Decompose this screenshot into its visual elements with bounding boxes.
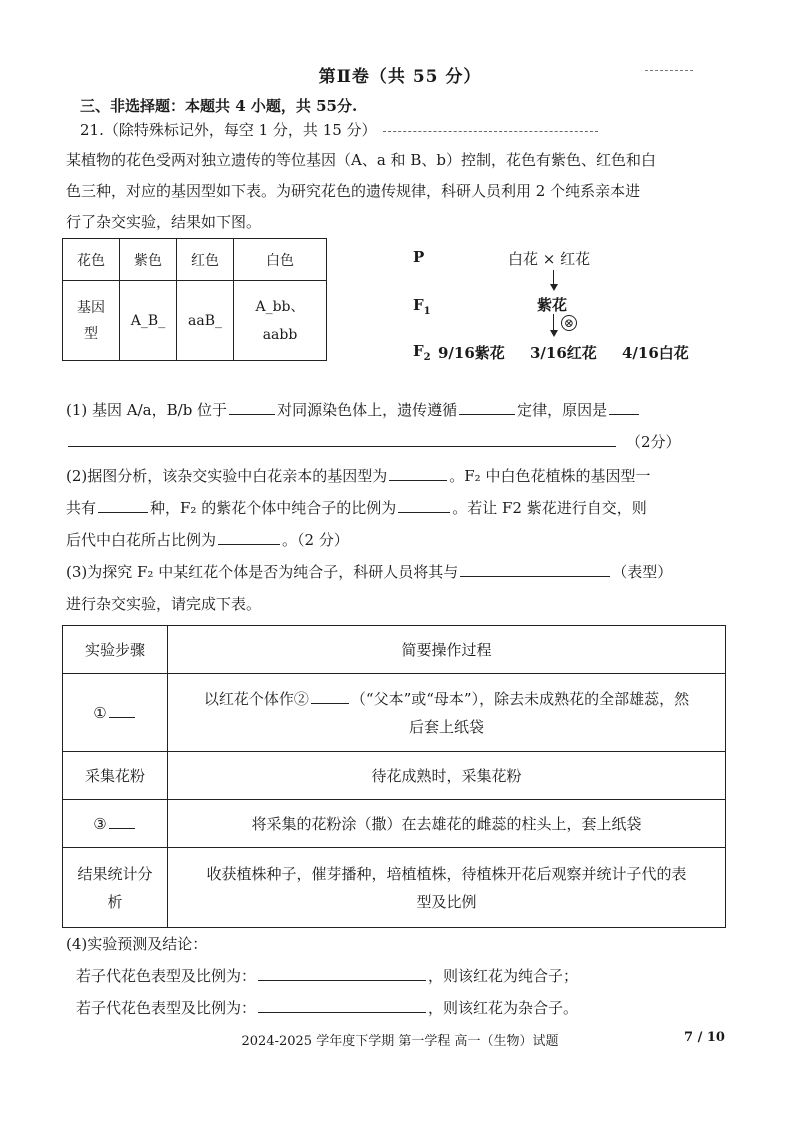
q4-text: 若子代花色表型及比例为：: [76, 999, 257, 1017]
procedure-line: 收获植株种子，催芽播种，培植植株，待植株开花后观察并统计子代的表: [206, 864, 687, 883]
selfing-icon: ⊗: [561, 315, 577, 331]
f2-white: 4/16白花: [622, 344, 689, 362]
white-genotype-cell: [234, 281, 327, 361]
q2-line-3: [66, 530, 349, 550]
table-header-cell: 白色: [234, 239, 327, 281]
q2-line-1: [66, 466, 650, 486]
page-number: 7 / 10: [684, 1030, 725, 1045]
q1-points: （2分）: [626, 433, 681, 451]
arrow-line: [553, 270, 554, 284]
table-header-cell: 实验步骤: [63, 626, 168, 674]
genotype-table: [62, 238, 327, 361]
white-genotype-line-1: A_bb、: [255, 298, 305, 315]
step-number: ③: [93, 814, 107, 833]
q2-text: 。（2 分）: [282, 531, 349, 549]
red-genotype: aaB_: [177, 281, 234, 361]
f2-subscript: 2: [423, 352, 431, 363]
answer-blank[interactable]: [258, 966, 426, 981]
q1-text-c: 定律，原因是: [517, 401, 608, 419]
step-cell: [63, 800, 168, 848]
intro-line-1: 某植物的花色受两对独立遗传的等位基因（A、a 和 B、b）控制，花色有紫色、红色和白: [66, 151, 656, 169]
q2-text: 后代中白花所占比例为: [66, 531, 217, 549]
q1-line-1: [66, 400, 641, 420]
footer-exam-title: 2024-2025 学年度下学期 第一学程 高一（生物）试题: [241, 1034, 559, 1049]
answer-blank[interactable]: [109, 814, 135, 829]
corner-mark: [645, 70, 693, 71]
procedure-line: [174, 685, 719, 713]
step-cell: 采集花粉: [63, 752, 168, 800]
row-label-cell: [63, 281, 120, 361]
answer-blank[interactable]: [389, 466, 447, 481]
step-cell: [63, 848, 168, 928]
answer-blank[interactable]: [109, 703, 135, 718]
q2-text: 共有: [66, 499, 97, 517]
page-title: 第Ⅱ卷（共 55 分）: [318, 67, 482, 87]
procedure-text: 以红花个体作②: [203, 689, 309, 708]
row-label: 基因型: [77, 299, 105, 342]
step-cell: [63, 674, 168, 752]
step-number: ①: [93, 703, 107, 722]
q4-text: ，则该红花为杂合子。: [428, 999, 579, 1017]
f1-subscript: 1: [423, 306, 431, 317]
q2-text: 种，F₂ 的紫花个体中纯合子的比例为: [150, 499, 397, 517]
intro-line-3: 行了杂交实验，结果如下图。: [66, 213, 262, 231]
table-header-cell: 简要操作过程: [168, 626, 726, 674]
answer-blank[interactable]: [218, 530, 280, 545]
answer-blank[interactable]: [311, 689, 349, 704]
arrow-line: [553, 314, 554, 330]
purple-genotype: A_B_: [120, 281, 177, 361]
table-header-cell: 紫色: [120, 239, 177, 281]
question-number-line: [80, 120, 598, 140]
f2-label: [413, 342, 431, 363]
q4-heading: (4)实验预测及结论：: [66, 935, 208, 953]
procedure-cell: [168, 674, 726, 752]
q2-text: 。若让 F2 紫花进行自交，则: [452, 499, 647, 517]
f1-phenotype: 紫花: [537, 296, 568, 314]
arrow-down-icon: [550, 330, 558, 337]
white-genotype-line-2: aabb: [262, 326, 298, 343]
q3-line-1: [66, 562, 672, 582]
q3-line-2: 进行杂交实验，请完成下表。: [66, 595, 262, 613]
q2-text: 。F₂ 中白色花植株的基因型一: [449, 467, 651, 485]
p-label: P: [413, 248, 425, 266]
q4-line-2: [76, 998, 578, 1018]
section-heading: 三、非选择题：本题共 4 小题，共 55分.: [80, 97, 358, 115]
answer-blank[interactable]: [460, 562, 610, 577]
q4-line-1: [76, 966, 578, 986]
step-text: 结果统计分: [77, 864, 153, 883]
q4-text: ，则该红花为纯合子；: [428, 967, 579, 985]
procedure-text: （“父本”或“母本”），除去未成熟花的全部雄蕊，然: [350, 689, 690, 708]
p-cross: 白花 × 红花: [508, 250, 591, 268]
answer-blank[interactable]: [609, 400, 639, 415]
arrow-down-icon: [550, 284, 558, 291]
intro-line-2: 色三种，对应的基因型如下表。为研究花色的遗传规律，科研人员利用 2 个纯系亲本进: [66, 182, 641, 200]
procedure-cell: 将采集的花粉涂（撒）在去雄花的雌蕊的柱头上，套上纸袋: [168, 800, 726, 848]
f2-letter: F: [413, 342, 424, 360]
answer-blank[interactable]: [459, 400, 515, 415]
q3-text: （表型）: [612, 563, 673, 581]
answer-blank[interactable]: [258, 998, 426, 1013]
procedure-line: 型及比例: [416, 892, 477, 911]
q3-text: (3)为探究 F₂ 中某红花个体是否为纯合子，科研人员将其与: [66, 563, 459, 581]
answer-blank[interactable]: [229, 400, 275, 415]
table-header-cell: 红色: [177, 239, 234, 281]
procedure-cell: [168, 848, 726, 928]
f2-red: 3/16红花: [530, 344, 597, 362]
answer-blank[interactable]: [98, 498, 148, 513]
answer-blank[interactable]: [68, 432, 616, 447]
q1-text-b: 对同源染色体上，遗传遵循: [277, 401, 458, 419]
q2-line-2: [66, 498, 647, 518]
q4-text: 若子代花色表型及比例为：: [76, 967, 257, 985]
f1-letter: F: [413, 296, 424, 314]
procedure-cell: 待花成熟时，采集花粉: [168, 752, 726, 800]
q1-line-2: [66, 432, 681, 452]
table-header-cell: 花色: [63, 239, 120, 281]
answer-blank[interactable]: [398, 498, 450, 513]
dashed-rule: [383, 131, 598, 132]
f1-label: [413, 296, 431, 317]
step-text: 析: [107, 892, 123, 911]
experiment-table: [62, 625, 726, 928]
procedure-line: 后套上纸袋: [408, 717, 484, 736]
q2-text: (2)据图分析，该杂交实验中白花亲本的基因型为: [66, 467, 388, 485]
f2-purple: 9/16紫花: [438, 344, 505, 362]
question-number: 21.（除特殊标记外，每空 1 分，共 15 分）: [80, 121, 377, 139]
q1-text-a: (1) 基因 A/a，B/b 位于: [66, 401, 228, 419]
